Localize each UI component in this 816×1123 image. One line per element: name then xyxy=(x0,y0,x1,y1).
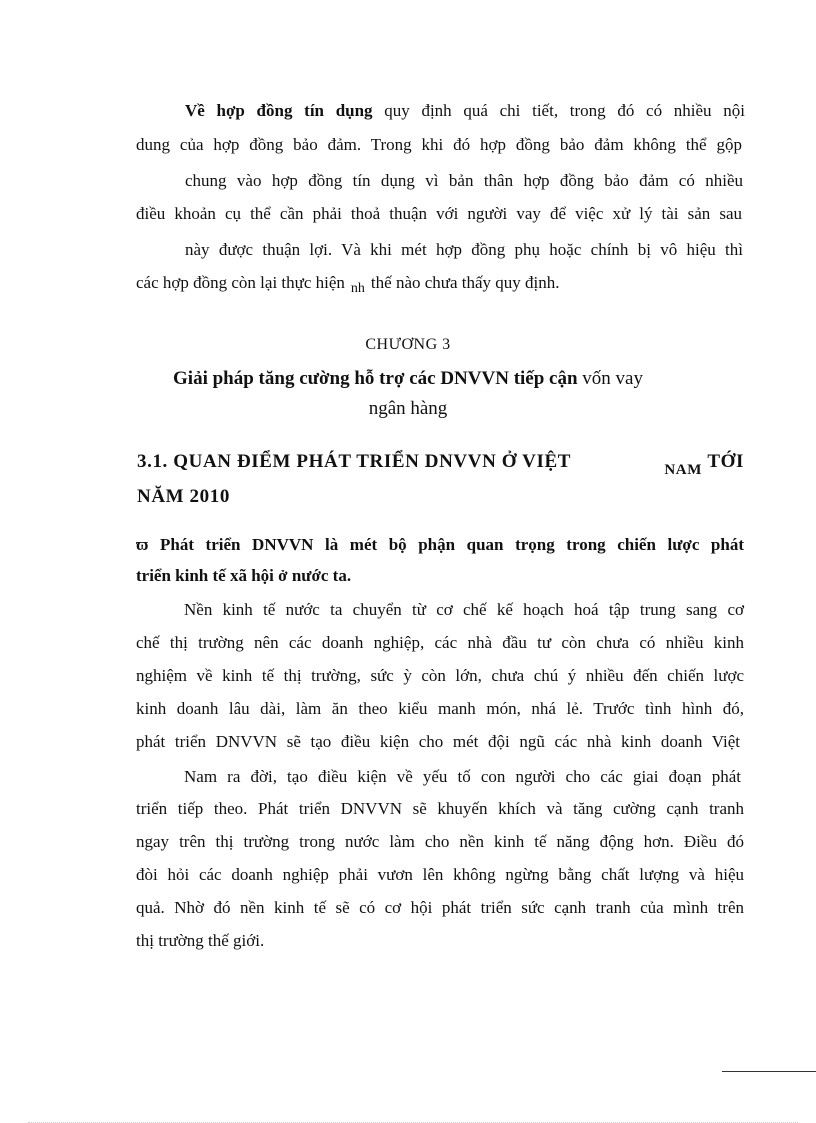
para3-line6: thị trường thế giới. xyxy=(136,931,265,950)
para3-line5: quả. Nhờ đó nền kinh tế sẽ có cơ hội phát triển sức cạnh tranh của mình trên xyxy=(136,898,744,917)
chapter-title-line1 xyxy=(0,364,816,394)
para1-line3: chung vào hợp đồng tín dụng vì bản thân hợp đồng bảo đảm có nhiều xyxy=(185,171,743,190)
para3-line3: ngay trên thị trường trong nước làm cho nền kinh tế năng động hơn. Điều đó xyxy=(136,832,744,851)
para2-line5: phát triển DNVVN sẽ tạo điều kiện cho mét đội ngũ các nhà kinh doanh Việt xyxy=(136,732,740,751)
para2-line4: kinh doanh lâu dài, làm ăn theo kiểu manh món, nhá lẻ. Trước tình hình đó, xyxy=(136,699,744,718)
subheading-line2: triển kinh tế xã hội ở nước ta. xyxy=(136,566,352,585)
section-heading-line2: NĂM 2010 xyxy=(137,486,230,507)
section-heading-text: 3.1. QUAN ĐIỂM PHÁT TRIỂN DNVVN Ở VIỆT xyxy=(137,451,571,472)
section-heading-toi: TỚI xyxy=(707,451,744,472)
para1-line6-b: thế nào chưa thấy quy định. xyxy=(370,273,560,292)
para1-line5: này được thuận lợi. Và khi mét hợp đồng phụ hoặc chính bị vô hiệu thì xyxy=(185,240,743,259)
para3-line2: triển tiếp theo. Phát triển DNVVN sẽ khuyến khích và tăng cường cạnh tranh xyxy=(136,799,744,818)
para2-line2: chế thị trường nên các doanh nghiệp, các nhà đầu tư còn chưa có nhiều kinh xyxy=(136,633,744,652)
para2-line1: Nền kinh tế nước ta chuyển từ cơ chế kế hoạch hoá tập trung sang cơ xyxy=(184,600,744,619)
para1-line6-small: nh xyxy=(350,281,365,296)
para1-line1-text: quy định quá chi tiết, trong đó có nhiều nội xyxy=(372,101,745,120)
bullet-symbol: ϖ xyxy=(136,535,149,554)
para3-line4: đòi hỏi các doanh nghiệp phải vươn lên không ngừng bằng chất lượng và hiệu xyxy=(136,865,744,884)
para1-bold-lead: Về hợp đồng tín dụng xyxy=(185,101,373,120)
chapter-title-line2: ngân hàng xyxy=(368,398,448,419)
chapter-title-rest: vốn vay xyxy=(577,368,643,389)
chapter-title-bold: Giải pháp tăng cường hỗ trợ các DNVVN tiếp cận xyxy=(173,368,578,389)
para1-line4: điều khoản cụ thể cần phải thoả thuận với người vay để việc xử lý tài sản sau xyxy=(136,204,742,223)
chapter-label: CHƯƠNG 3 xyxy=(365,336,451,353)
para1-line6 xyxy=(136,273,560,295)
chapter-title xyxy=(0,364,816,424)
section-heading xyxy=(137,445,744,514)
footnote-separator xyxy=(722,1071,816,1072)
para1-line6-a: các hợp đồng còn lại thực hiện xyxy=(136,273,345,292)
para2-line3: nghiệm về kinh tế thị trường, sức ỳ còn lớn, chưa chú ý nhiều đến chiến lược xyxy=(136,666,744,685)
section-heading-line1 xyxy=(137,445,744,480)
subheading-text1: Phát triển DNVVN là mét bộ phận quan trọng trong chiến lược phát xyxy=(160,535,744,554)
section-heading-nam: NAM xyxy=(664,462,702,478)
para1-line1 xyxy=(185,101,745,121)
para1-line2: dung của hợp đồng bảo đảm. Trong khi đó hợp đồng bảo đảm không thể gộp xyxy=(136,135,742,154)
subheading-line1 xyxy=(136,535,744,555)
para3-line1: Nam ra đời, tạo điều kiện về yếu tố con người cho các giai đoạn phát xyxy=(184,767,741,786)
